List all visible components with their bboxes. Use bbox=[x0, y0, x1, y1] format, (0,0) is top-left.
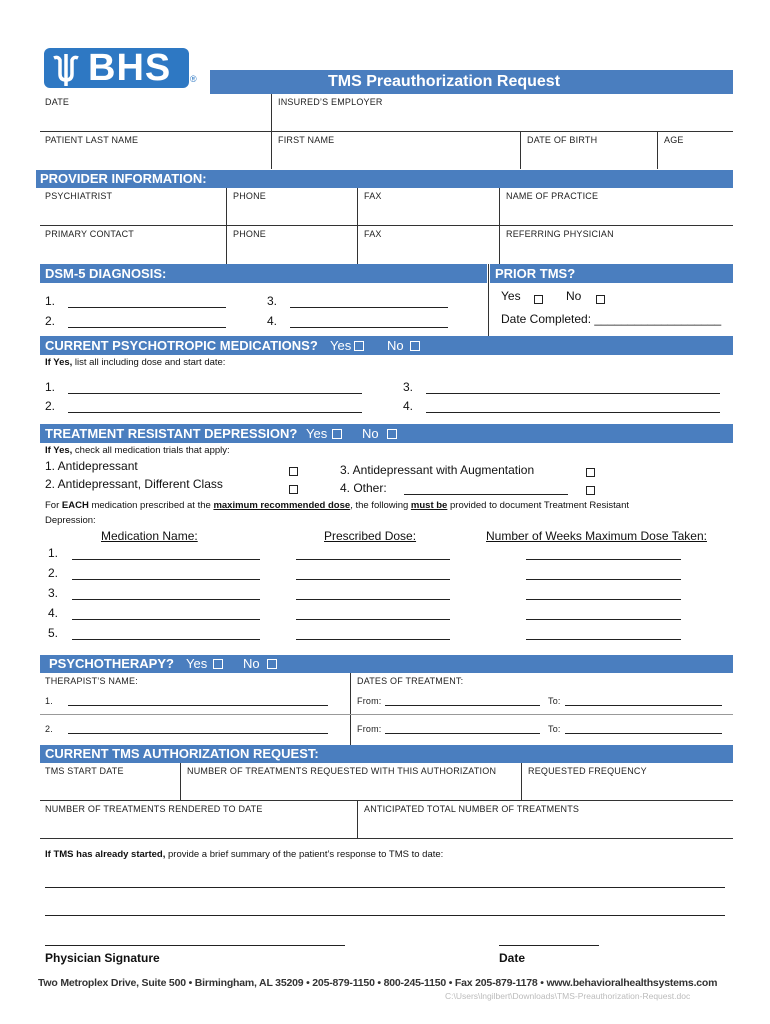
primary-contact-label: PRIMARY CONTACT bbox=[45, 229, 135, 239]
phone-label: PHONE bbox=[233, 191, 267, 201]
dsm-number: 1. bbox=[45, 294, 56, 308]
tms-response-line-2[interactable] bbox=[45, 915, 725, 916]
therapist-name-label: THERAPIST’S NAME: bbox=[45, 676, 138, 686]
weeks-line-1[interactable] bbox=[526, 559, 681, 560]
last-name-label: PATIENT LAST NAME bbox=[45, 135, 139, 145]
psychotherapy-heading: PSYCHOTHERAPY? bbox=[49, 656, 174, 671]
fax-label: FAX bbox=[364, 191, 382, 201]
date-signature-line[interactable] bbox=[499, 945, 599, 946]
page-title: TMS Preauthorization Request bbox=[328, 73, 561, 90]
weeks-line-4[interactable] bbox=[526, 619, 681, 620]
trd-option-4: 4. Other: bbox=[340, 481, 387, 495]
bhs-logo bbox=[44, 46, 204, 90]
trd-note: For EACH medication prescribed at the maximum recommended dose, the following must be provided to document Treatment Resistant bbox=[45, 500, 630, 511]
footer-address: Two Metroplex Drive, Suite 500 • Birmingham, AL 35209 • 205-879-1150 • 800-245-1150 • Fax 205-879-1178 • www.behavioralhealthsystems.com bbox=[38, 977, 718, 989]
provider-heading: PROVIDER INFORMATION: bbox=[40, 171, 207, 186]
dose-line-2[interactable] bbox=[296, 579, 450, 580]
prior-tms-yes-label: Yes bbox=[501, 289, 521, 303]
trd-yes-label: Yes bbox=[306, 426, 328, 441]
practice-label: NAME OF PRACTICE bbox=[506, 191, 599, 201]
date-signature-label: Date bbox=[499, 951, 526, 965]
therapist-number: 2. bbox=[45, 724, 53, 734]
trd-row-number: 4. bbox=[48, 606, 59, 620]
from-date-line-1[interactable] bbox=[385, 705, 540, 706]
trd-option-3-checkbox[interactable] bbox=[586, 464, 595, 482]
anticipated-treatments-label: ANTICIPATED TOTAL NUMBER OF TREATMENTS bbox=[364, 804, 580, 814]
physician-signature-label: Physician Signature bbox=[45, 951, 160, 965]
psychotropic-no-label: No bbox=[387, 338, 404, 353]
dates-of-treatment-label: DATES OF TREATMENT: bbox=[357, 676, 464, 686]
medication-line-4[interactable] bbox=[426, 412, 720, 413]
first-name-label: FIRST NAME bbox=[278, 135, 335, 145]
psychotropic-yes-label: Yes bbox=[330, 338, 352, 353]
dsm-diagnosis-line-4[interactable] bbox=[290, 327, 448, 328]
col-medication-name: Medication Name: bbox=[101, 529, 198, 543]
divider bbox=[357, 188, 358, 264]
trd-option-2: 2. Antidepressant, Different Class bbox=[45, 477, 223, 491]
to-date-line-1[interactable] bbox=[565, 705, 722, 706]
provider-section-bar bbox=[36, 170, 733, 188]
trd-option-1-checkbox[interactable] bbox=[289, 463, 298, 481]
col-prescribed-dose: Prescribed Dose: bbox=[324, 529, 417, 543]
dsm-heading: DSM-5 DIAGNOSIS: bbox=[45, 266, 167, 281]
dob-label: DATE OF BIRTH bbox=[527, 135, 598, 145]
med-name-line-3[interactable] bbox=[72, 599, 260, 600]
dose-line-5[interactable] bbox=[296, 639, 450, 640]
age-label: AGE bbox=[664, 135, 684, 145]
divider bbox=[40, 838, 733, 839]
divider bbox=[40, 714, 733, 715]
divider bbox=[226, 188, 227, 264]
to-date-line-2[interactable] bbox=[565, 733, 722, 734]
trd-row-number: 2. bbox=[48, 566, 59, 580]
trd-option-1: 1. Antidepressant bbox=[45, 459, 138, 473]
divider bbox=[40, 800, 733, 801]
med-name-line-4[interactable] bbox=[72, 619, 260, 620]
logo-registered-mark: ® bbox=[190, 74, 197, 84]
psychiatrist-label: PSYCHIATRIST bbox=[45, 191, 113, 201]
trd-option-2-checkbox[interactable] bbox=[289, 481, 298, 499]
to-label: To: bbox=[548, 724, 561, 734]
divider bbox=[521, 763, 522, 801]
med-number: 3. bbox=[403, 380, 414, 394]
trd-instruction: If Yes, check all medication trials that apply: bbox=[45, 445, 230, 456]
divider bbox=[350, 673, 351, 745]
trd-row-number: 1. bbox=[48, 546, 59, 560]
date-label: DATE bbox=[45, 97, 70, 107]
dose-line-4[interactable] bbox=[296, 619, 450, 620]
dsm-number: 4. bbox=[267, 314, 278, 328]
trd-heading: TREATMENT RESISTANT DEPRESSION? bbox=[45, 426, 298, 441]
divider bbox=[499, 188, 500, 264]
med-name-line-2[interactable] bbox=[72, 579, 260, 580]
trd-row-number: 3. bbox=[48, 586, 59, 600]
therapist-name-line-1[interactable] bbox=[68, 705, 328, 706]
dose-line-1[interactable] bbox=[296, 559, 450, 560]
medication-line-2[interactable] bbox=[68, 412, 362, 413]
treatments-rendered-label: NUMBER OF TREATMENTS RENDERED TO DATE bbox=[45, 804, 263, 814]
authorization-heading: CURRENT TMS AUTHORIZATION REQUEST: bbox=[45, 746, 319, 761]
requested-frequency-label: REQUESTED FREQUENCY bbox=[528, 766, 647, 776]
weeks-line-3[interactable] bbox=[526, 599, 681, 600]
psychotropic-heading: CURRENT PSYCHOTROPIC MEDICATIONS? bbox=[45, 338, 318, 353]
dose-line-3[interactable] bbox=[296, 599, 450, 600]
dsm-diagnosis-line-3[interactable] bbox=[290, 307, 448, 308]
divider bbox=[271, 131, 272, 169]
trd-note-line-2: Depression: bbox=[45, 515, 96, 526]
tms-start-date-label: TMS START DATE bbox=[45, 766, 124, 776]
psychotherapy-yes-label: Yes bbox=[186, 656, 208, 671]
tms-response-instruction: If TMS has already started, provide a brief summary of the patient’s response to TMS to date: bbox=[45, 849, 444, 860]
employer-label: INSURED’S EMPLOYER bbox=[278, 97, 383, 107]
title-bar bbox=[210, 70, 733, 94]
divider bbox=[180, 763, 181, 801]
trd-section-bar bbox=[40, 424, 733, 443]
weeks-line-2[interactable] bbox=[526, 579, 681, 580]
med-number: 1. bbox=[45, 380, 56, 394]
trd-other-line[interactable] bbox=[404, 494, 568, 495]
medication-line-1[interactable] bbox=[68, 393, 362, 394]
referring-physician-label: REFERRING PHYSICIAN bbox=[506, 229, 614, 239]
weeks-line-5[interactable] bbox=[526, 639, 681, 640]
psychotropic-section-bar bbox=[40, 336, 733, 355]
dsm-number: 3. bbox=[267, 294, 278, 308]
divider bbox=[40, 131, 733, 132]
prior-tms-yes-checkbox[interactable] bbox=[534, 291, 543, 309]
trd-row-number: 5. bbox=[48, 626, 59, 640]
psychotropic-instruction: If Yes, list all including dose and start date: bbox=[45, 357, 226, 368]
physician-signature-line[interactable] bbox=[45, 945, 345, 946]
psychotherapy-no-label: No bbox=[243, 656, 260, 671]
med-name-line-5[interactable] bbox=[72, 639, 260, 640]
trd-option-3: 3. Antidepressant with Augmentation bbox=[340, 463, 535, 477]
dsm-section-bar bbox=[40, 264, 487, 283]
prior-tms-section-bar bbox=[490, 264, 733, 283]
date-completed-field[interactable]: Date Completed: ___________________ bbox=[501, 312, 722, 326]
psychotherapy-section-bar bbox=[40, 655, 733, 673]
divider bbox=[488, 264, 489, 336]
med-name-line-1[interactable] bbox=[72, 559, 260, 560]
divider bbox=[657, 131, 658, 169]
from-date-line-2[interactable] bbox=[385, 733, 540, 734]
authorization-section-bar bbox=[40, 745, 733, 763]
divider bbox=[271, 94, 272, 132]
dsm-diagnosis-line-1[interactable] bbox=[68, 307, 226, 308]
footer-file-path: C:\Users\lngilbert\Downloads\TMS-Preauthorization-Request.doc bbox=[445, 991, 691, 1001]
dsm-number: 2. bbox=[45, 314, 56, 328]
divider bbox=[520, 131, 521, 169]
fax-label: FAX bbox=[364, 229, 382, 239]
trd-option-4-checkbox[interactable] bbox=[586, 482, 595, 500]
to-label: To: bbox=[548, 696, 561, 706]
prior-tms-no-label: No bbox=[566, 289, 582, 303]
phone-label: PHONE bbox=[233, 229, 267, 239]
dsm-diagnosis-line-2[interactable] bbox=[68, 327, 226, 328]
divider bbox=[357, 800, 358, 839]
prior-tms-no-checkbox[interactable] bbox=[596, 291, 605, 309]
treatments-requested-label: NUMBER OF TREATMENTS REQUESTED WITH THIS AUTHORIZATION bbox=[187, 766, 497, 776]
divider bbox=[40, 225, 733, 226]
trd-no-label: No bbox=[362, 426, 379, 441]
tms-response-line-1[interactable] bbox=[45, 887, 725, 888]
prior-tms-heading: PRIOR TMS? bbox=[495, 266, 576, 281]
therapist-number: 1. bbox=[45, 696, 53, 706]
logo-text: BHS bbox=[88, 47, 172, 89]
from-label: From: bbox=[357, 724, 382, 734]
med-number: 4. bbox=[403, 399, 414, 413]
medication-line-3[interactable] bbox=[426, 393, 720, 394]
med-number: 2. bbox=[45, 399, 56, 413]
therapist-name-line-2[interactable] bbox=[68, 733, 328, 734]
from-label: From: bbox=[357, 696, 382, 706]
col-weeks-max-dose: Number of Weeks Maximum Dose Taken: bbox=[486, 529, 707, 543]
